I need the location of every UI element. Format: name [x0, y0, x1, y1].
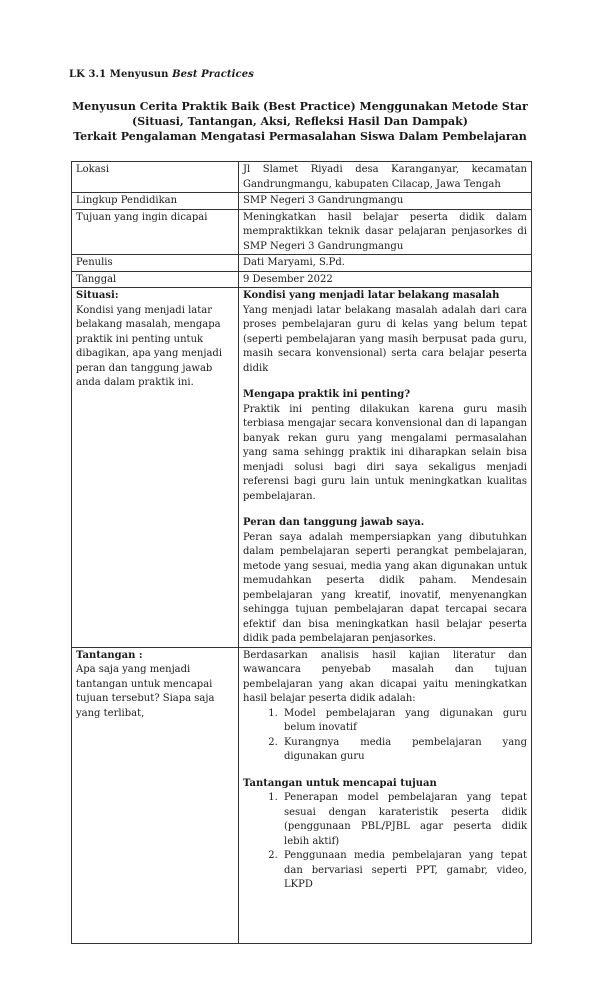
situasi-content — [239, 288, 532, 648]
situasi-paragraph-1: Yang menjadi latar belakang masalah adalah dari cara proses pembelajaran guru di kelas yang belum tepat (seperti pembelajaran yang masih berpusat pada guru, masih secara konvensional) serta cara belajar peserta didik — [243, 304, 527, 374]
table-row-tantangan — [72, 647, 532, 943]
tantangan-cell — [72, 647, 239, 943]
tanggal-value: 9 Desember 2022 — [239, 271, 532, 288]
tantangan-intro: Berdasarkan analisis hasil kajian literatur dan wawancara penyebab masalah dan tujuan pembelajaran yang akan dicapai yaitu meningkatkan hasil belajar peserta didik adalah: — [243, 649, 527, 704]
page-title — [60, 99, 540, 144]
table-row-lingkup — [72, 193, 532, 210]
title-line-1: Menyusun Cerita Praktik Baik (Best Practice) Menggunakan Metode Star — [72, 100, 528, 113]
table-row-penulis — [72, 255, 532, 272]
worksheet-label — [69, 69, 254, 80]
situasi-label: Situasi: — [76, 290, 119, 301]
best-practice-table — [71, 161, 532, 944]
table-row-tujuan — [72, 209, 532, 255]
tanggal-label: Tanggal — [72, 271, 239, 288]
tantangan-label: Tantangan : — [76, 649, 143, 661]
worksheet-label-italic: Best Practices — [172, 69, 254, 80]
challenge-heading: Tantangan untuk mencapai tujuan — [243, 777, 437, 789]
list-item: 1. Model pembelajaran yang digunakan guru belum inovatif — [281, 707, 527, 736]
situasi-heading-1: Kondisi yang menjadi latar belakang masalah — [243, 290, 500, 301]
lingkup-value: SMP Negeri 3 Gandrungmangu — [239, 193, 532, 210]
list-item: 2. Penggunaan media pembelajaran yang tepat dan bervariasi seperti PPT, gamabr, video, LKPD — [281, 849, 527, 893]
situasi-heading-3: Peran dan tanggung jawab saya. — [243, 517, 425, 528]
worksheet-label-prefix: LK 3.1 Menyusun — [69, 69, 173, 80]
list-item: 1. Penerapan model pembelajaran yang tepat sesuai dengan karateristik peserta didik (penggunaan PBL/PJBL agar peserta didik lebih aktif) — [281, 791, 527, 849]
situasi-paragraph-3: Peran saya adalah mempersiapkan yang dibutuhkan dalam pembelajaran seperti perangkat pembelajaran, metode yang sesuai, media yang akan digunakan untuk memudahkan peserta didik paham. Mendesain pembelajaran yang kreatif, inovatif, menyenangkan sehingga tujuan pembelajaran dapat tercapai secara efektif dan bisa meningkatkan hasil belajar peserta didik pada pembelajaran penjasorkes. — [243, 531, 527, 644]
lokasi-value: Jl Slamet Riyadi desa Karanganyar, kecamatan Gandrungmangu, kabupaten Cilacap, Jawa Tengah — [239, 162, 532, 193]
situasi-prompt: Kondisi yang menjadi latar belakang masalah, mengapa praktik ini penting untuk dibagikan, apa yang menjadi peran dan tanggung jawab anda dalam praktik ini. — [76, 304, 223, 388]
tantangan-content — [239, 647, 532, 943]
tantangan-prompt: Apa saja yang menjadi tantangan untuk mencapai tujuan tersebut? Siapa saja yang terlibat, — [76, 664, 215, 719]
table-row-tanggal — [72, 271, 532, 288]
situasi-heading-2: Mengapa praktik ini penting? — [243, 389, 411, 400]
causes-list — [243, 707, 527, 765]
tujuan-label: Tujuan yang ingin dicapai — [72, 209, 239, 255]
title-line-3: Terkait Pengalaman Mengatasi Permasalahan Siswa Dalam Pembelajaran — [73, 130, 527, 143]
title-line-2: (Situasi, Tantangan, Aksi, Refleksi Hasil Dan Dampak) — [132, 115, 468, 128]
penulis-value: Dati Maryami, S.Pd. — [239, 255, 532, 272]
table-row-situasi — [72, 288, 532, 648]
table-row-lokasi — [72, 162, 532, 193]
list-item: 2. Kurangnya media pembelajaran yang digunakan guru — [281, 736, 527, 765]
lingkup-label: Lingkup Pendidikan — [72, 193, 239, 210]
challenges-list — [243, 791, 527, 893]
situasi-paragraph-2: Praktik ini penting dilakukan karena guru masih terbiasa mengajar secara konvensional dan di lapangan banyak rekan guru yang mengalami permasalahan yang sama sehingg praktik ini diharapkan selain bisa menjadi solusi bagi diri saya sekaligus menjadi referensi bagi guru lain untuk meningkatkan kualitas pembelajaran. — [243, 403, 527, 502]
situasi-cell — [72, 288, 239, 648]
tujuan-value: Meningkatkan hasil belajar peserta didik dalam mempraktikkan teknik dasar pelajaran penjasorkes di SMP Negeri 3 Gandrungmangu — [239, 209, 532, 255]
penulis-label: Penulis — [72, 255, 239, 272]
lokasi-label: Lokasi — [72, 162, 239, 193]
